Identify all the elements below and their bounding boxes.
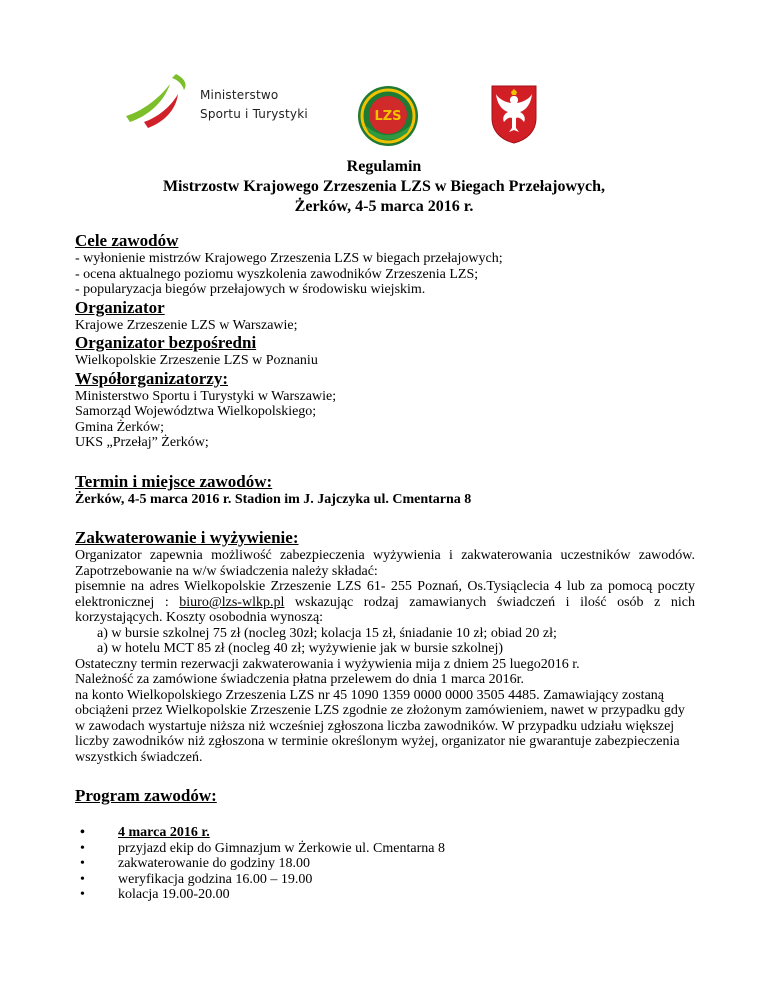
ministry-logo-text <box>200 86 308 124</box>
lzs-logo-icon <box>357 85 419 147</box>
ministry-logo-line1: Ministerstwo <box>200 88 279 102</box>
cele-item-2: - ocena aktualnego poziomu wyszkolenia zawodników Zrzeszenia LZS; <box>75 266 479 282</box>
ministry-logo <box>118 72 308 132</box>
title-line3: Żerków, 4-5 marca 2016 r. <box>294 198 474 215</box>
zakwaterowanie-para3: Ostateczny termin rezerwacji zakwaterowania i wyżywienia mija z dniem 25 luego2016 r. <box>75 656 580 672</box>
heading-zakwaterowanie: Zakwaterowanie i wyżywienie: <box>75 528 299 547</box>
lzs-logo-text: LZS <box>374 109 402 124</box>
document-body <box>75 231 695 903</box>
document-title <box>0 157 768 217</box>
program-item-1: • przyjazd ekip do Gimnazjum w Żerkowie ul. Cmentarna 8 <box>75 841 695 857</box>
zakwaterowanie-para5: na konto Wielkopolskiego Zrzeszenia LZS nr 45 1090 1359 0000 0000 3505 4485. Zamawiający zostaną obciążeni przez Wielkopolskie Zrzeszenie LZS zgodnie ze złożonym zamówieniem, nawet w przypadku gdy w zawodach wystartuje niższa niż wcześniej zgłoszona liczba zawodników. W przypadku udziału większej liczby zawodników niż zgłoszona w terminie określonym wyżej, organizator nie gwarantuje zabezpieczenia wszystkich świadczeń. <box>75 687 685 765</box>
zakwaterowanie-para1: Organizator zapewnia możliwość zabezpieczenia wyżywienia i zakwaterowania uczestników zawodów. Zapotrzebowanie na w/w świadczenia należy składać: <box>75 548 695 579</box>
wspolorganizator-item-1: Ministerstwo Sportu i Turystyki w Warszawie; <box>75 388 337 404</box>
heading-organizator-bezposredni: Organizator bezpośredni <box>75 333 257 352</box>
wspolorganizator-item-3: Gmina Żerków; <box>75 419 165 435</box>
heading-termin: Termin i miejsce zawodów: <box>75 471 273 491</box>
email-link[interactable]: biuro@lzs-wlkp.pl <box>179 594 285 610</box>
program-item-4: • kolacja 19.00-20.00 <box>75 887 695 903</box>
organizator-text: Krajowe Zrzeszenie LZS w Warszawie; <box>75 317 298 333</box>
program-list <box>75 825 695 903</box>
zakwaterowanie-para4: Należność za zamówione świadczenia płatna przelewem do dnia 1 marca 2016r. <box>75 672 524 687</box>
ministry-swoosh-icon <box>118 72 198 134</box>
program-day-text: 4 marca 2016 r. <box>118 825 210 840</box>
wspolorganizator-item-4: UKS „Przełaj” Żerków; <box>75 435 209 450</box>
zakwaterowanie-para2-after: wskazując rodzaj zamawianych świadczeń i ilość osób z nich korzystających. Koszty osobodnia wynoszą: <box>75 594 695 625</box>
title-line2: Mistrzostw Krajowego Zrzeszenia LZS w Biegach Przełajowych, <box>162 178 606 195</box>
zakwaterowanie-option-2: a) w hotelu MCT 85 zł (nocleg 40 zł; wyżywienie jak w bursie szkolnej) <box>97 641 504 656</box>
wspolorganizator-item-2: Samorząd Województwa Wielkopolskiego; <box>75 404 317 419</box>
zakwaterowanie-option-1: a) w bursie szkolnej 75 zł (nocleg 30zł; kolacja 15 zł, śniadanie 10 zł; obiad 20 zł; <box>97 625 557 641</box>
zakwaterowanie-para2-before: pisemnie na adres Wielkopolskie Zrzeszenie LZS 61- 255 Poznań, Os.Tysiąclecia 4 lub za pomocą poczty elektronicznej : <box>75 579 695 610</box>
cele-item-1: - wyłonienie mistrzów Krajowego Zrzeszenia LZS w biegach przełajowych; <box>75 251 503 266</box>
zakwaterowanie-para2 <box>75 579 695 626</box>
eagle-crest-icon <box>490 84 538 144</box>
ministry-logo-line2: Sportu i Turystyki <box>200 107 308 121</box>
heading-wspolorganizatorzy: Współorganizatorzy: <box>75 368 228 388</box>
program-item-2: • zakwaterowanie do godziny 18.00 <box>75 856 695 872</box>
cele-item-3: - popularyzacja biegów przełajowych w środowisku wiejskim. <box>75 282 426 297</box>
program-item-3: • weryfikacja godzina 16.00 – 19.00 <box>75 872 695 888</box>
program-day <box>75 825 695 841</box>
title-line1: Regulamin <box>346 158 422 175</box>
termin-text: Żerków, 4-5 marca 2016 r. Stadion im J. Jajczyka ul. Cmentarna 8 <box>75 491 472 507</box>
logo-row <box>0 70 768 150</box>
organizator-bezposredni-text: Wielkopolskie Zrzeszenie LZS w Poznaniu <box>75 353 318 368</box>
heading-cele: Cele zawodów <box>75 231 179 250</box>
heading-program: Program zawodów: <box>75 786 217 805</box>
heading-organizator: Organizator <box>75 297 165 317</box>
